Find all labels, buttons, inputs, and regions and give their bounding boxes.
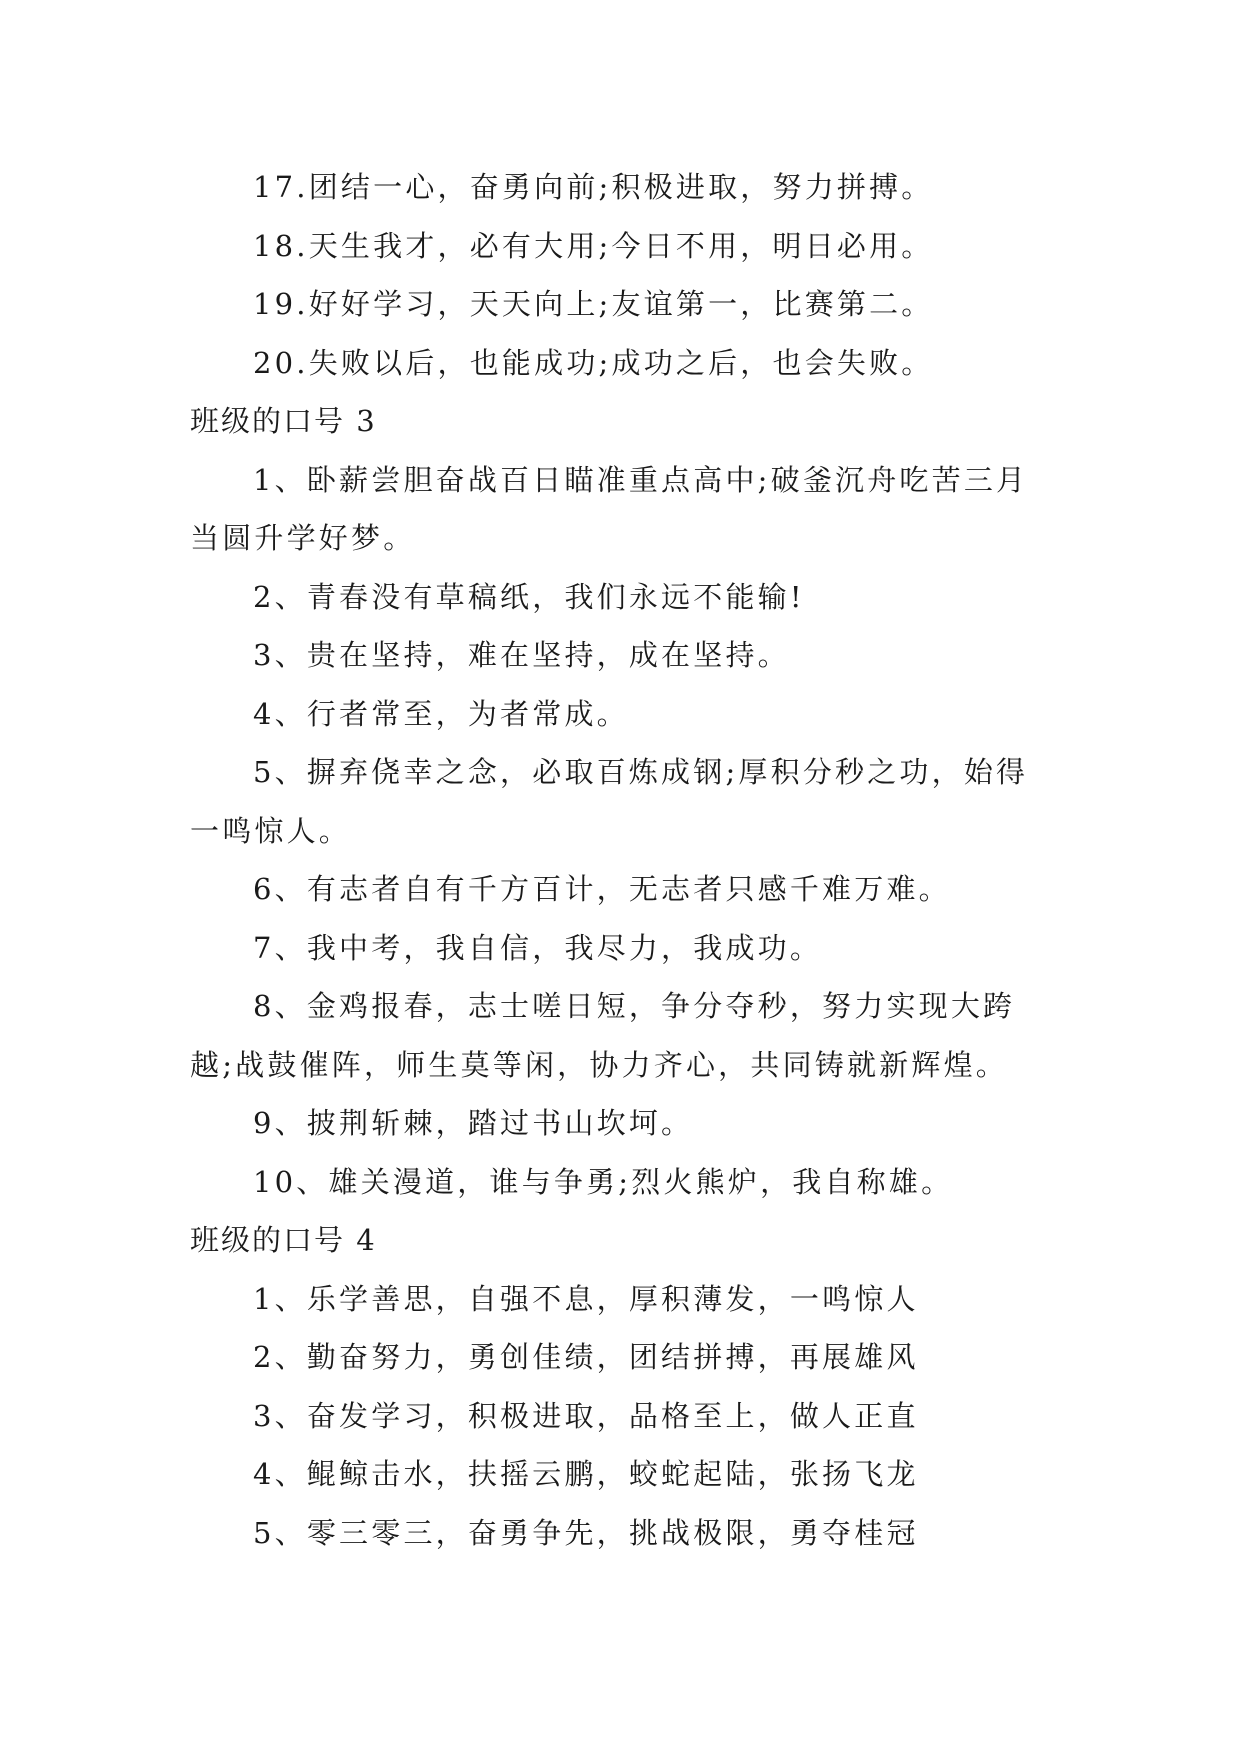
slogan-line: 3、贵在坚持，难在坚持，成在坚持。 (253, 638, 790, 672)
slogan-line: 4、行者常至，为者常成。 (253, 696, 629, 731)
slogan-line-continuation: 当圆升学好梦。 (190, 521, 416, 555)
slogan-line: 8、金鸡报春，志士嗟日短，争分夺秒，努力实现大跨 (253, 989, 1016, 1023)
slogan-line: 1、乐学善思，自强不息，厚积薄发，一鸣惊人 (253, 1281, 919, 1316)
slogan-line: 2、青春没有草稿纸，我们永远不能输! (253, 579, 805, 614)
slogan-line: 5、摒弃侥幸之念，必取百炼成钢;厚积分秒之功，始得 (253, 755, 1029, 789)
document-body (190, 158, 1060, 1562)
slogan-line: 3、奋发学习，积极进取，品格至上，做人正直 (253, 1398, 919, 1433)
slogan-line: 18.天生我才，必有大用;今日不用，明日必用。 (253, 228, 934, 263)
section-heading: 班级的口号 3 (190, 404, 377, 438)
slogan-line: 9、披荆斩棘，踏过书山坎坷。 (253, 1106, 694, 1140)
slogan-line: 20.失败以后，也能成功;成功之后，也会失败。 (253, 345, 934, 380)
slogan-line: 4、鲲鲸击水，扶摇云鹏，蛟蛇起陆，张扬飞龙 (253, 1457, 919, 1491)
slogan-line: 7、我中考，我自信，我尽力，我成功。 (253, 930, 823, 965)
slogan-line: 6、有志者自有千方百计，无志者只感千难万难。 (253, 872, 951, 906)
slogan-line-continuation: 一鸣惊人。 (190, 813, 352, 848)
slogan-line: 10、雄关漫道，谁与争勇;烈火熊炉，我自称雄。 (253, 1164, 954, 1199)
slogan-line: 2、勤奋努力，勇创佳绩，团结拼搏，再展雄风 (253, 1340, 919, 1374)
slogan-line: 5、零三零三，奋勇争先，挑战极限，勇夺桂冠 (253, 1515, 919, 1550)
slogan-line: 19.好好学习，天天向上;友谊第一，比赛第二。 (253, 287, 934, 321)
slogan-line: 1、卧薪尝胆奋战百日瞄准重点高中;破釜沉舟吃苦三月 (253, 462, 1029, 497)
slogan-line-continuation: 越;战鼓催阵，师生莫等闲，协力齐心，共同铸就新辉煌。 (190, 1047, 1008, 1082)
section-heading: 班级的口号 4 (190, 1223, 377, 1257)
slogan-line: 17.团结一心，奋勇向前;积极进取，努力拼搏。 (253, 170, 934, 204)
